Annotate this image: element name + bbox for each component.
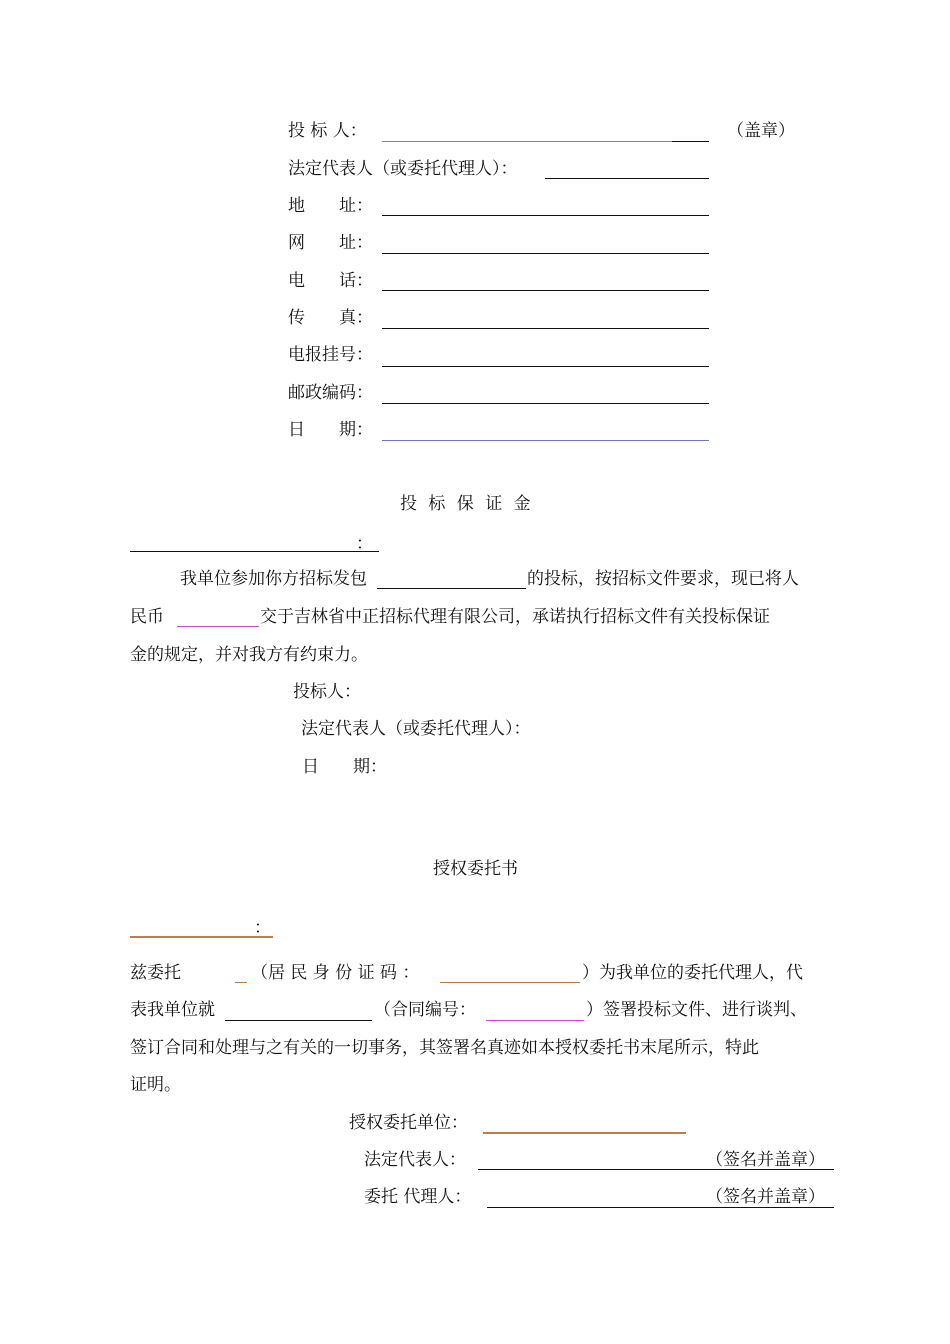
auth-legal-rep-label: 法定代表人： <box>364 1150 466 1170</box>
postcode-field-underline[interactable] <box>382 403 709 404</box>
auth-line1-end: ）为我单位的委托代理人，代 <box>582 963 803 983</box>
telegram-field-underline[interactable] <box>382 366 709 367</box>
bid-bond-para-line2-start: 民币 <box>130 607 164 627</box>
telegram-label: 电报挂号： <box>288 345 373 365</box>
id-number-underline[interactable] <box>440 982 580 983</box>
auth-agent-label: 委托 代理人： <box>364 1187 472 1207</box>
authorization-addressee-colon: ： <box>254 918 271 938</box>
fax-label: 传 真： <box>288 308 373 328</box>
bidder-label: 投 标 人： <box>288 121 367 141</box>
address-field-underline[interactable] <box>382 215 709 216</box>
website-field-underline[interactable] <box>382 253 709 254</box>
legal-rep-label: 法定代表人（或委托代理人）： <box>288 159 518 179</box>
bid-package-underline[interactable] <box>377 588 526 589</box>
agent-name-underline[interactable] <box>235 982 247 983</box>
auth-unit-underline[interactable] <box>483 1132 686 1134</box>
bid-bond-para-part2: 的投标，按招标文件要求，现已将人 <box>527 569 799 589</box>
sign-note-legal-rep: （签名并盖章） <box>706 1150 825 1170</box>
date-label: 日 期： <box>288 420 373 440</box>
authorization-title: 授权委托书 <box>433 859 518 879</box>
contract-number-underline[interactable] <box>486 1020 584 1021</box>
auth-unit-label: 授权委托单位： <box>349 1113 468 1133</box>
amount-underline[interactable] <box>177 626 259 627</box>
bid-bond-legal-rep-label: 法定代表人（或委托代理人）： <box>301 719 531 739</box>
address-label: 地 址： <box>288 196 373 216</box>
bid-bond-para-line3: 金的规定，并对我方有约束力。 <box>130 645 368 665</box>
phone-label: 电 话： <box>288 271 373 291</box>
bid-bond-addressee-underline[interactable] <box>130 551 379 552</box>
project-underline[interactable] <box>225 1020 372 1021</box>
authorization-addressee-underline[interactable] <box>130 936 273 938</box>
auth-line1-start: 兹委托 <box>130 963 181 983</box>
fax-field-underline[interactable] <box>382 328 709 329</box>
stamp-note: （盖章） <box>727 121 795 141</box>
postcode-label: 邮政编码： <box>288 383 373 403</box>
date-field-underline[interactable] <box>382 440 709 441</box>
auth-line1-id: （居 民 身 份 证 码 ： <box>251 963 420 983</box>
auth-line2-contract: （合同编号： <box>374 1000 476 1020</box>
phone-field-underline[interactable] <box>382 290 709 291</box>
website-label: 网 址： <box>288 233 373 253</box>
bid-bond-addressee-colon: ： <box>356 534 373 554</box>
bid-bond-para-line2-end: 交于吉林省中正招标代理有限公司，承诺执行招标文件有关投标保证 <box>260 607 770 627</box>
bid-bond-para-part1: 我单位参加你方招标发包 <box>180 569 367 589</box>
auth-agent-underline[interactable] <box>487 1207 834 1208</box>
auth-line2-start: 表我单位就 <box>130 1000 215 1020</box>
bidder-field-underline-accent[interactable] <box>382 141 672 142</box>
legal-rep-field-underline[interactable] <box>545 178 709 179</box>
auth-line3: 签订合同和处理与之有关的一切事务，其签署名真迹如本授权委托书末尾所示，特此 <box>130 1038 759 1058</box>
bid-bond-bidder-label: 投标人： <box>293 682 361 702</box>
auth-line2-end: ）签署投标文件、进行谈判、 <box>586 1000 807 1020</box>
bid-bond-title: 投 标 保 证 金 <box>400 494 531 514</box>
bid-bond-date-label: 日 期： <box>302 757 387 777</box>
sign-note-agent: （签名并盖章） <box>706 1187 825 1207</box>
bidder-field-underline[interactable] <box>672 141 709 142</box>
auth-line4: 证明。 <box>130 1075 181 1095</box>
